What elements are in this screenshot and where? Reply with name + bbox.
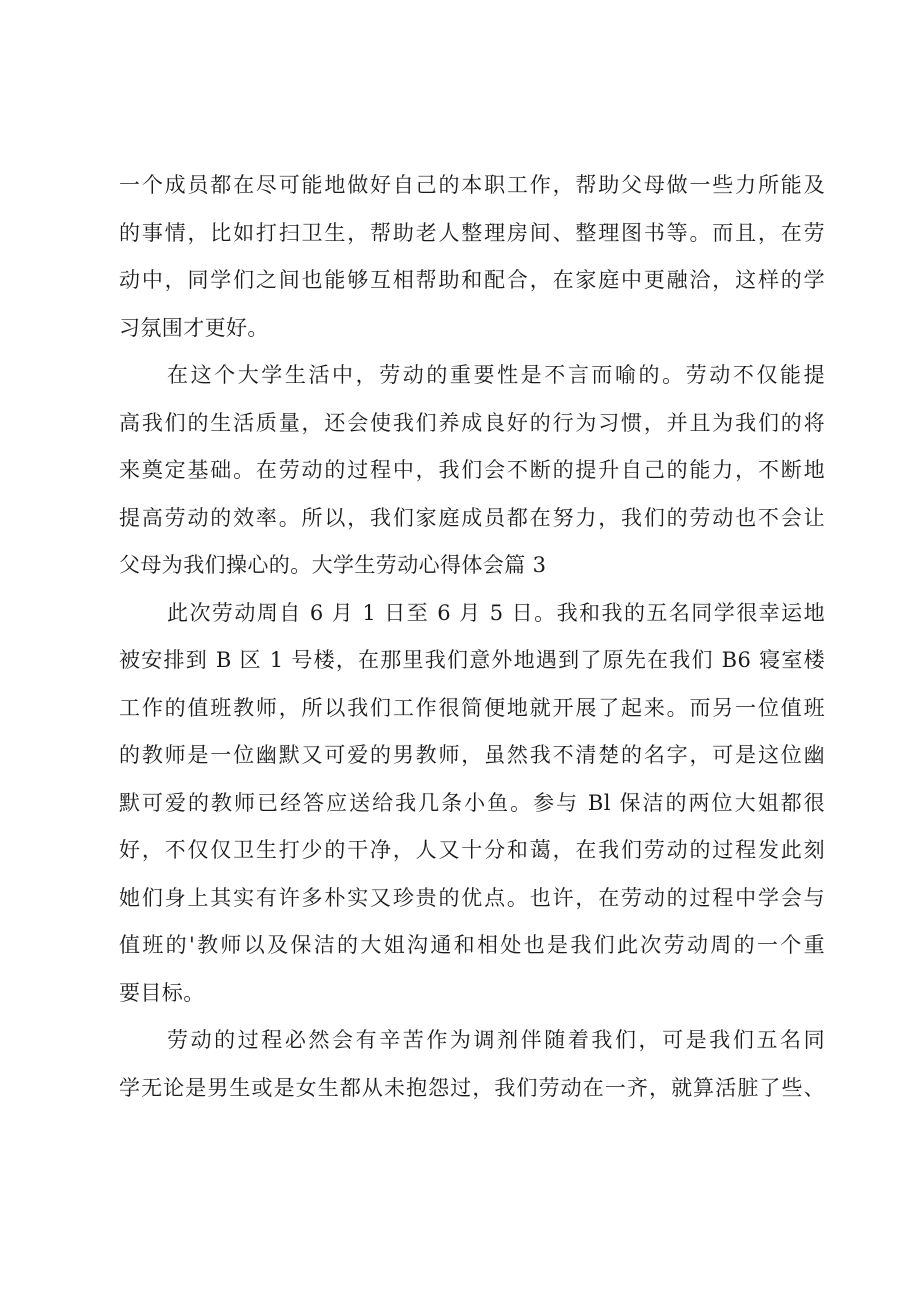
- text-line: 在这个大学生活中，劳动的重要性是不言而喻的。劳动不仅能提: [167, 363, 825, 387]
- body-text: [119, 162, 825, 1112]
- text-line: 动中，同学们之间也能够互相帮助和配合，在家庭中更融洽，这样的学: [119, 268, 825, 292]
- text-line: 工作的值班教师，所以我们工作很简便地就开展了起来。而另一位值班: [119, 695, 825, 720]
- text-line: 劳动的过程必然会有辛苦作为调剂伴随着我们，可是我们五名同: [167, 1028, 825, 1052]
- text-line: 的事情，比如打扫卫生，帮助老人整理房间、整理图书等。而且，在劳: [119, 220, 825, 245]
- text-line: 提高劳动的效率。所以，我们家庭成员都在努力，我们的劳动也不会让: [119, 505, 825, 530]
- text-line: 父母为我们操心的。大学生劳动心得体会篇 3: [119, 553, 547, 577]
- text-line: 值班的'教师以及保洁的大姐沟通和相处也是我们此次劳动周的一个重: [119, 933, 825, 957]
- text-line: 她们身上其实有许多朴实又珍贵的优点。也许，在劳动的过程中学会与: [119, 885, 825, 910]
- text-line: 好，不仅仅卫生打少的干净，人又十分和蔼，在我们劳动的过程发此刻: [119, 838, 825, 862]
- text-line: 习氛围才更好。: [119, 315, 269, 340]
- text-line: 来奠定基础。在劳动的过程中，我们会不断的提升自己的能力，不断地: [119, 458, 825, 482]
- text-line: 此次劳动周自 6 月 1 日至 6 月 5 日。我和我的五名同学很幸运地: [167, 600, 825, 625]
- text-line: 要目标。: [119, 980, 205, 1005]
- text-line: 被安排到 B 区 1 号楼，在那里我们意外地遇到了原先在我们 B6 寝室楼: [119, 648, 825, 672]
- text-line: 学无论是男生或是女生都从未抱怨过，我们劳动在一齐，就算活脏了些、: [119, 1075, 825, 1100]
- text-line: 默可爱的教师已经答应送给我几条小鱼。参与 Bl 保洁的两位大姐都很: [119, 790, 825, 815]
- text-line: 一个成员都在尽可能地做好自己的本职工作，帮助父母做一些力所能及: [119, 173, 825, 197]
- text-line: 的教师是一位幽默又可爱的男教师，虽然我不清楚的名字，可是这位幽: [119, 743, 825, 767]
- text-line: 高我们的生活质量，还会使我们养成良好的行为习惯，并且为我们的将: [119, 410, 825, 435]
